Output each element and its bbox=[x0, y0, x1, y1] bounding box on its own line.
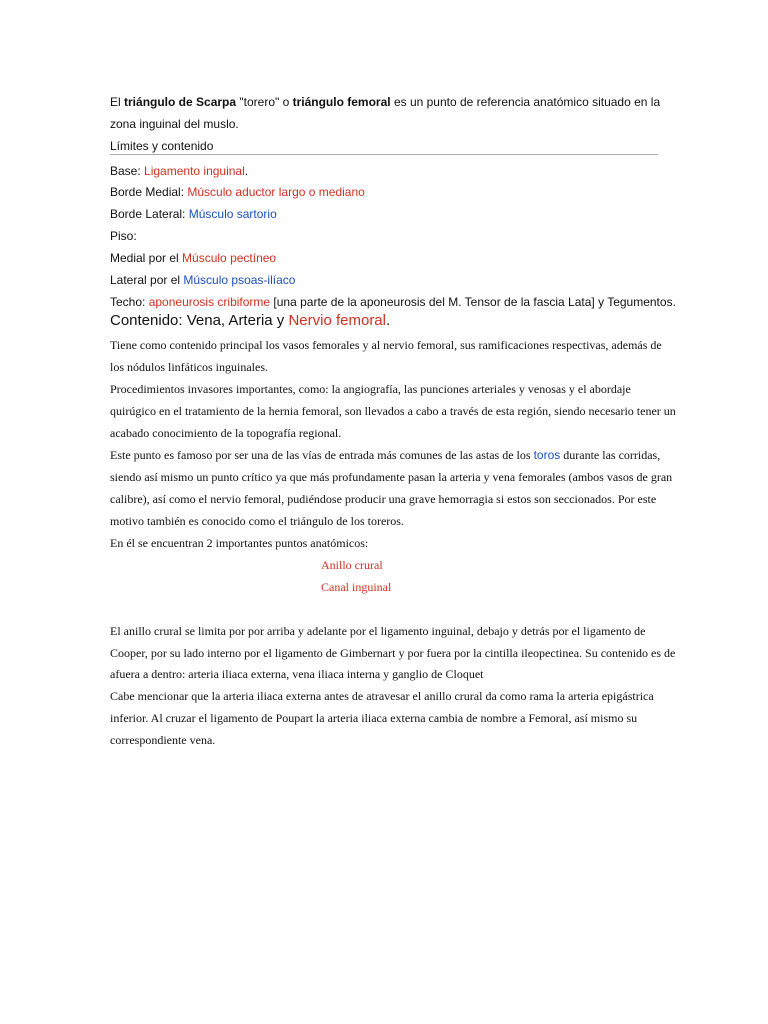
p3-line-1 bbox=[110, 448, 660, 463]
intro-line-1 bbox=[110, 95, 660, 109]
p6-line-3: correspondiente vena. bbox=[110, 733, 216, 747]
contents-end: . bbox=[385, 312, 391, 329]
p5-line-1: El anillo crural se limita por por arriba y adelante por el ligamento inguinal, debajo y detrás por el ligamento de bbox=[110, 624, 646, 638]
term-triangulo-scarpa: triángulo de Scarpa bbox=[124, 95, 237, 109]
floor-medial bbox=[110, 251, 276, 265]
p3-pre: Este punto es famoso por ser una de las vías de entrada más comunes de las astas de los bbox=[110, 448, 534, 462]
limits-heading: Límites y contenido bbox=[110, 139, 214, 153]
p1-line-1: Tiene como contenido principal los vasos femorales y al nervio femoral, sus ramificaciones respectivas, además de bbox=[110, 338, 662, 352]
contents-heading bbox=[110, 312, 390, 329]
link-ligamento-inguinal[interactable]: Ligamento inguinal bbox=[144, 164, 245, 178]
intro-quote: "torero" o bbox=[236, 95, 293, 109]
p3-line-4: motivo también es conocido como el triángulo de los toreros. bbox=[110, 514, 404, 528]
medial-label: Borde Medial: bbox=[110, 185, 188, 199]
p2-line-2: quirúgico en el tratamiento de la hernia femoral, son llevados a cabo a través de esta región, siendo necesario tener un bbox=[110, 404, 676, 418]
point-anillo-crural: Anillo crural bbox=[321, 558, 383, 572]
p3-line-3: calibre), así como el nervio femoral, pudiéndose producir una grave hemorragia si estos son seccionados. Por este bbox=[110, 492, 657, 506]
link-musculo-pectineo[interactable]: Músculo pectíneo bbox=[182, 251, 277, 265]
link-toros[interactable]: toros bbox=[533, 448, 561, 462]
p4: En él se encuentran 2 importantes puntos anatómicos: bbox=[110, 536, 369, 550]
p5-line-3: afuera a dentro: arteria iliaca externa, vena iliaca interna y ganglio de Cloquet bbox=[110, 667, 484, 681]
limit-floor: Piso: bbox=[110, 229, 137, 243]
lateral-label: Borde Lateral: bbox=[110, 207, 189, 221]
intro-line-2: zona inguinal del muslo. bbox=[110, 117, 239, 131]
p2-line-1: Procedimientos invasores importantes, como: la angiografía, las punciones arteriales y venosas y el abordaje bbox=[110, 382, 631, 396]
contents-prefix: Contenido: Vena, Arteria y bbox=[110, 312, 289, 329]
floor-lateral-label: Lateral por el bbox=[110, 273, 184, 287]
limit-medial bbox=[110, 185, 365, 199]
limit-lateral bbox=[110, 207, 277, 221]
link-nervio-femoral[interactable]: Nervio femoral bbox=[288, 312, 386, 329]
limit-roof bbox=[110, 295, 676, 309]
p6-line-1: Cabe mencionar que la arteria iliaca externa antes de atravesar el anillo crural da como rama la arteria epigástrica bbox=[110, 689, 654, 703]
p2-line-3: acabado conocimiento de la topografía regional. bbox=[110, 426, 342, 440]
link-musculo-aductor[interactable]: Músculo aductor largo o mediano bbox=[187, 185, 365, 199]
roof-label: Techo: bbox=[110, 295, 149, 309]
section-divider bbox=[110, 154, 658, 155]
p1-line-2: los nódulos linfáticos inguinales. bbox=[110, 360, 268, 374]
point-canal-inguinal: Canal inguinal bbox=[321, 580, 392, 594]
intro-prefix: El bbox=[110, 95, 125, 109]
p3-line-2: siendo así mismo un punto crítico ya que más profundamente pasan la arteria y vena femorales (ambos vasos de gran bbox=[110, 470, 673, 484]
link-musculo-sartorio[interactable]: Músculo sartorio bbox=[188, 207, 277, 221]
term-triangulo-femoral: triángulo femoral bbox=[292, 95, 391, 109]
intro-rest: es un punto de referencia anatómico situado en la bbox=[390, 95, 661, 109]
p5-line-2: Cooper, por su lado interno por el ligamento de Gimbernart y por fuera por la cintilla ileopectinea. Su contenido es de bbox=[110, 646, 676, 660]
floor-lateral bbox=[110, 273, 295, 287]
link-aponeurosis-cribiforme[interactable]: aponeurosis cribiforme bbox=[148, 295, 271, 309]
p3-post: durante las corridas, bbox=[560, 448, 661, 462]
link-musculo-psoas[interactable]: Músculo psoas-ilíaco bbox=[183, 273, 296, 287]
limit-base bbox=[110, 164, 248, 178]
base-end: . bbox=[244, 164, 249, 178]
base-label: Base: bbox=[110, 164, 145, 178]
p6-line-2: inferior. Al cruzar el ligamento de Poupart la arteria iliaca externa cambia de nombre a Femoral, así mismo su bbox=[110, 711, 638, 725]
roof-rest: [una parte de la aponeurosis del M. Tensor de la fascia Lata] y Tegumentos. bbox=[270, 295, 676, 309]
floor-medial-label: Medial por el bbox=[110, 251, 183, 265]
